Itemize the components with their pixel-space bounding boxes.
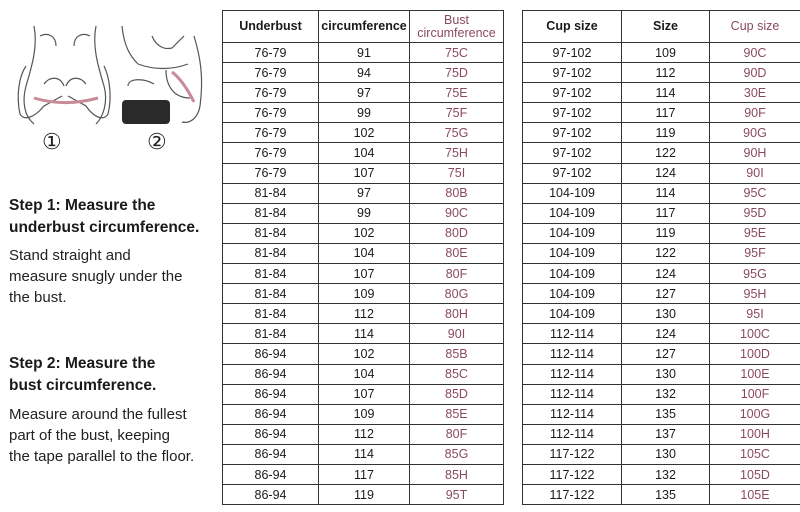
- header-circumference: circumference: [319, 11, 410, 43]
- size-cell: 119: [622, 123, 710, 143]
- size-cell: 132: [622, 464, 710, 484]
- underbust-cell: 81-84: [223, 324, 319, 344]
- table-row: [523, 43, 800, 63]
- size-table-right: [522, 10, 800, 505]
- bust-size-cell: 95T: [410, 485, 504, 505]
- cup-size-cell: 105D: [710, 464, 800, 484]
- bust-size-cell: 80H: [410, 304, 504, 324]
- circumference-cell: 104: [319, 143, 410, 163]
- circumference-cell: 102: [319, 344, 410, 364]
- circumference-cell: 104: [319, 243, 410, 263]
- size-cell: 130: [622, 364, 710, 384]
- table-row: [223, 63, 504, 83]
- size-cell: 130: [622, 304, 710, 324]
- table-row: [523, 63, 800, 83]
- step1-title-line2: underbust circumference.: [9, 219, 200, 236]
- circumference-cell: 97: [319, 183, 410, 203]
- underbust-cell: 86-94: [223, 485, 319, 505]
- circumference-cell: 112: [319, 424, 410, 444]
- table-row: [523, 243, 800, 263]
- table-row: [223, 384, 504, 404]
- cup-range-cell: 97-102: [523, 143, 622, 163]
- header-cup-size-2: Cup size: [710, 11, 800, 43]
- table-row: [523, 404, 800, 424]
- underbust-cell: 86-94: [223, 344, 319, 364]
- circumference-cell: 109: [319, 404, 410, 424]
- cup-size-cell: 95G: [710, 264, 800, 284]
- underbust-cell: 86-94: [223, 464, 319, 484]
- circumference-cell: 91: [319, 43, 410, 63]
- table-row: [523, 163, 800, 183]
- underbust-cell: 86-94: [223, 364, 319, 384]
- figure-underbust-icon: [18, 26, 110, 124]
- bust-size-cell: 75C: [410, 43, 504, 63]
- measuring-illustration: [4, 6, 214, 166]
- circumference-cell: 107: [319, 384, 410, 404]
- cup-size-cell: 100G: [710, 404, 800, 424]
- circumference-cell: 97: [319, 83, 410, 103]
- step2-number: ②: [147, 129, 167, 154]
- size-cell: 122: [622, 143, 710, 163]
- table-row: [223, 43, 504, 63]
- cup-range-cell: 104-109: [523, 284, 622, 304]
- bust-size-cell: 90I: [410, 324, 504, 344]
- table-row: [223, 83, 504, 103]
- underbust-cell: 76-79: [223, 123, 319, 143]
- header-size: Size: [622, 11, 710, 43]
- cup-range-cell: 97-102: [523, 63, 622, 83]
- cup-range-cell: 112-114: [523, 384, 622, 404]
- size-cell: 114: [622, 183, 710, 203]
- table-row: [523, 324, 800, 344]
- underbust-cell: 76-79: [223, 83, 319, 103]
- step1-desc-line3: the bust.: [9, 289, 67, 306]
- bust-size-cell: 75E: [410, 83, 504, 103]
- cup-range-cell: 97-102: [523, 103, 622, 123]
- bust-size-cell: 75G: [410, 123, 504, 143]
- cup-size-cell: 100H: [710, 424, 800, 444]
- table-row: [223, 424, 504, 444]
- size-cell: 124: [622, 163, 710, 183]
- underbust-cell: 76-79: [223, 103, 319, 123]
- table-row: [523, 264, 800, 284]
- table-row: [223, 485, 504, 505]
- cup-size-cell: 105E: [710, 485, 800, 505]
- circumference-cell: 102: [319, 123, 410, 143]
- cup-range-cell: 97-102: [523, 43, 622, 63]
- cup-size-cell: 100D: [710, 344, 800, 364]
- table-row: [523, 444, 800, 464]
- bust-size-cell: 80E: [410, 243, 504, 263]
- underbust-cell: 76-79: [223, 43, 319, 63]
- size-cell: 119: [622, 223, 710, 243]
- bust-size-cell: 80B: [410, 183, 504, 203]
- table-row: [523, 464, 800, 484]
- underbust-cell: 86-94: [223, 384, 319, 404]
- underbust-cell: 81-84: [223, 243, 319, 263]
- cup-size-cell: 100F: [710, 384, 800, 404]
- size-cell: 117: [622, 203, 710, 223]
- table-row: [223, 143, 504, 163]
- circumference-cell: 94: [319, 63, 410, 83]
- underbust-cell: 76-79: [223, 143, 319, 163]
- table-row: [523, 364, 800, 384]
- table-row: [223, 264, 504, 284]
- cup-size-cell: 100C: [710, 324, 800, 344]
- table-row: [223, 103, 504, 123]
- table-row: [223, 344, 504, 364]
- cup-range-cell: 104-109: [523, 243, 622, 263]
- header-underbust: Underbust: [223, 11, 319, 43]
- bust-size-cell: 80G: [410, 284, 504, 304]
- table-row: [223, 284, 504, 304]
- bust-size-cell: 80D: [410, 223, 504, 243]
- table-row: [223, 183, 504, 203]
- table-row: [523, 143, 800, 163]
- underbust-cell: 76-79: [223, 63, 319, 83]
- table-header-row: [523, 11, 800, 43]
- size-cell: 135: [622, 404, 710, 424]
- circumference-cell: 102: [319, 223, 410, 243]
- cup-range-cell: 104-109: [523, 223, 622, 243]
- table-row: [223, 163, 504, 183]
- table-row: [523, 384, 800, 404]
- cup-range-cell: 112-114: [523, 344, 622, 364]
- cup-range-cell: 117-122: [523, 485, 622, 505]
- size-cell: 114: [622, 83, 710, 103]
- cup-range-cell: 97-102: [523, 163, 622, 183]
- table-row: [223, 123, 504, 143]
- step2-title-line2: bust circumference.: [9, 377, 157, 394]
- size-cell: 127: [622, 284, 710, 304]
- size-cell: 124: [622, 264, 710, 284]
- underbust-cell: 81-84: [223, 183, 319, 203]
- bust-size-cell: 85G: [410, 444, 504, 464]
- table-row: [223, 404, 504, 424]
- step1-desc-line1: Stand straight and: [9, 247, 131, 264]
- size-cell: 124: [622, 324, 710, 344]
- table-row: [523, 344, 800, 364]
- circumference-cell: 114: [319, 444, 410, 464]
- table-row: [523, 304, 800, 324]
- cup-size-cell: 105C: [710, 444, 800, 464]
- cup-size-cell: 95C: [710, 183, 800, 203]
- underbust-cell: 81-84: [223, 284, 319, 304]
- table-row: [223, 304, 504, 324]
- size-cell: 122: [622, 243, 710, 263]
- underbust-cell: 86-94: [223, 404, 319, 424]
- header-bust-circumference: Bust circumference: [410, 11, 504, 43]
- table-row: [523, 223, 800, 243]
- circumference-cell: 114: [319, 324, 410, 344]
- size-cell: 137: [622, 424, 710, 444]
- bust-size-cell: 85E: [410, 404, 504, 424]
- underbust-cell: 86-94: [223, 424, 319, 444]
- table-row: [523, 424, 800, 444]
- circumference-cell: 109: [319, 284, 410, 304]
- bust-size-cell: 85H: [410, 464, 504, 484]
- table-row: [223, 203, 504, 223]
- step2-title-line1: Step 2: Measure the: [9, 355, 156, 372]
- cup-range-cell: 117-122: [523, 464, 622, 484]
- bust-size-cell: 75D: [410, 63, 504, 83]
- bust-size-cell: 80F: [410, 424, 504, 444]
- cup-size-cell: 90G: [710, 123, 800, 143]
- cup-range-cell: 97-102: [523, 83, 622, 103]
- cup-size-cell: 90D: [710, 63, 800, 83]
- circumference-cell: 99: [319, 103, 410, 123]
- table-row: [223, 364, 504, 384]
- cup-size-cell: 95F: [710, 243, 800, 263]
- cup-range-cell: 112-114: [523, 324, 622, 344]
- table-row: [223, 464, 504, 484]
- circumference-cell: 99: [319, 203, 410, 223]
- table-row: [223, 324, 504, 344]
- underbust-cell: 81-84: [223, 203, 319, 223]
- size-table-left: [222, 10, 504, 505]
- instructions-panel: [0, 0, 220, 512]
- cup-size-cell: 100E: [710, 364, 800, 384]
- circumference-cell: 119: [319, 485, 410, 505]
- cup-size-cell: 95H: [710, 284, 800, 304]
- size-cell: 132: [622, 384, 710, 404]
- underbust-cell: 81-84: [223, 304, 319, 324]
- bust-size-cell: 90C: [410, 203, 504, 223]
- cup-range-cell: 104-109: [523, 183, 622, 203]
- table-row: [523, 183, 800, 203]
- bust-size-cell: 75F: [410, 103, 504, 123]
- circumference-cell: 107: [319, 163, 410, 183]
- table-row: [523, 123, 800, 143]
- underbust-cell: 76-79: [223, 163, 319, 183]
- cup-size-cell: 90F: [710, 103, 800, 123]
- underbust-cell: 81-84: [223, 264, 319, 284]
- cup-size-cell: 30E: [710, 83, 800, 103]
- cup-range-cell: 104-109: [523, 203, 622, 223]
- table-row: [223, 243, 504, 263]
- table-row: [523, 485, 800, 505]
- bust-size-cell: 85D: [410, 384, 504, 404]
- cup-range-cell: 97-102: [523, 123, 622, 143]
- cup-size-cell: 90I: [710, 163, 800, 183]
- table-row: [223, 444, 504, 464]
- step1-desc-line2: measure snugly under the: [9, 268, 183, 285]
- step2-desc-line3: the tape parallel to the floor.: [9, 448, 195, 465]
- step1-number: ①: [42, 129, 62, 154]
- size-cell: 130: [622, 444, 710, 464]
- size-cell: 135: [622, 485, 710, 505]
- step2-desc-line1: Measure around the fullest: [9, 406, 187, 423]
- size-cell: 127: [622, 344, 710, 364]
- step2-desc-line2: part of the bust, keeping: [9, 427, 170, 444]
- size-cell: 117: [622, 103, 710, 123]
- circumference-cell: 117: [319, 464, 410, 484]
- underbust-cell: 81-84: [223, 223, 319, 243]
- table-row: [523, 103, 800, 123]
- table-row: [223, 223, 504, 243]
- cup-range-cell: 117-122: [523, 444, 622, 464]
- size-cell: 112: [622, 63, 710, 83]
- table-row: [523, 284, 800, 304]
- circumference-cell: 112: [319, 304, 410, 324]
- size-cell: 109: [622, 43, 710, 63]
- cup-range-cell: 104-109: [523, 264, 622, 284]
- bust-size-cell: 80F: [410, 264, 504, 284]
- underbust-cell: 86-94: [223, 444, 319, 464]
- bust-size-cell: 75I: [410, 163, 504, 183]
- bust-size-cell: 75H: [410, 143, 504, 163]
- cup-range-cell: 112-114: [523, 404, 622, 424]
- step1-title-line1: Step 1: Measure the: [9, 197, 156, 214]
- table-header-row: [223, 11, 504, 43]
- cup-size-cell: 95E: [710, 223, 800, 243]
- bust-size-cell: 85C: [410, 364, 504, 384]
- cup-range-cell: 112-114: [523, 424, 622, 444]
- circumference-cell: 104: [319, 364, 410, 384]
- table-row: [523, 203, 800, 223]
- circumference-cell: 107: [319, 264, 410, 284]
- bust-size-cell: 85B: [410, 344, 504, 364]
- cup-size-cell: 95D: [710, 203, 800, 223]
- cup-size-cell: 95I: [710, 304, 800, 324]
- cup-range-cell: 112-114: [523, 364, 622, 384]
- cup-range-cell: 104-109: [523, 304, 622, 324]
- cup-size-cell: 90C: [710, 43, 800, 63]
- table-row: [523, 83, 800, 103]
- header-cup-size: Cup size: [523, 11, 622, 43]
- cup-size-cell: 90H: [710, 143, 800, 163]
